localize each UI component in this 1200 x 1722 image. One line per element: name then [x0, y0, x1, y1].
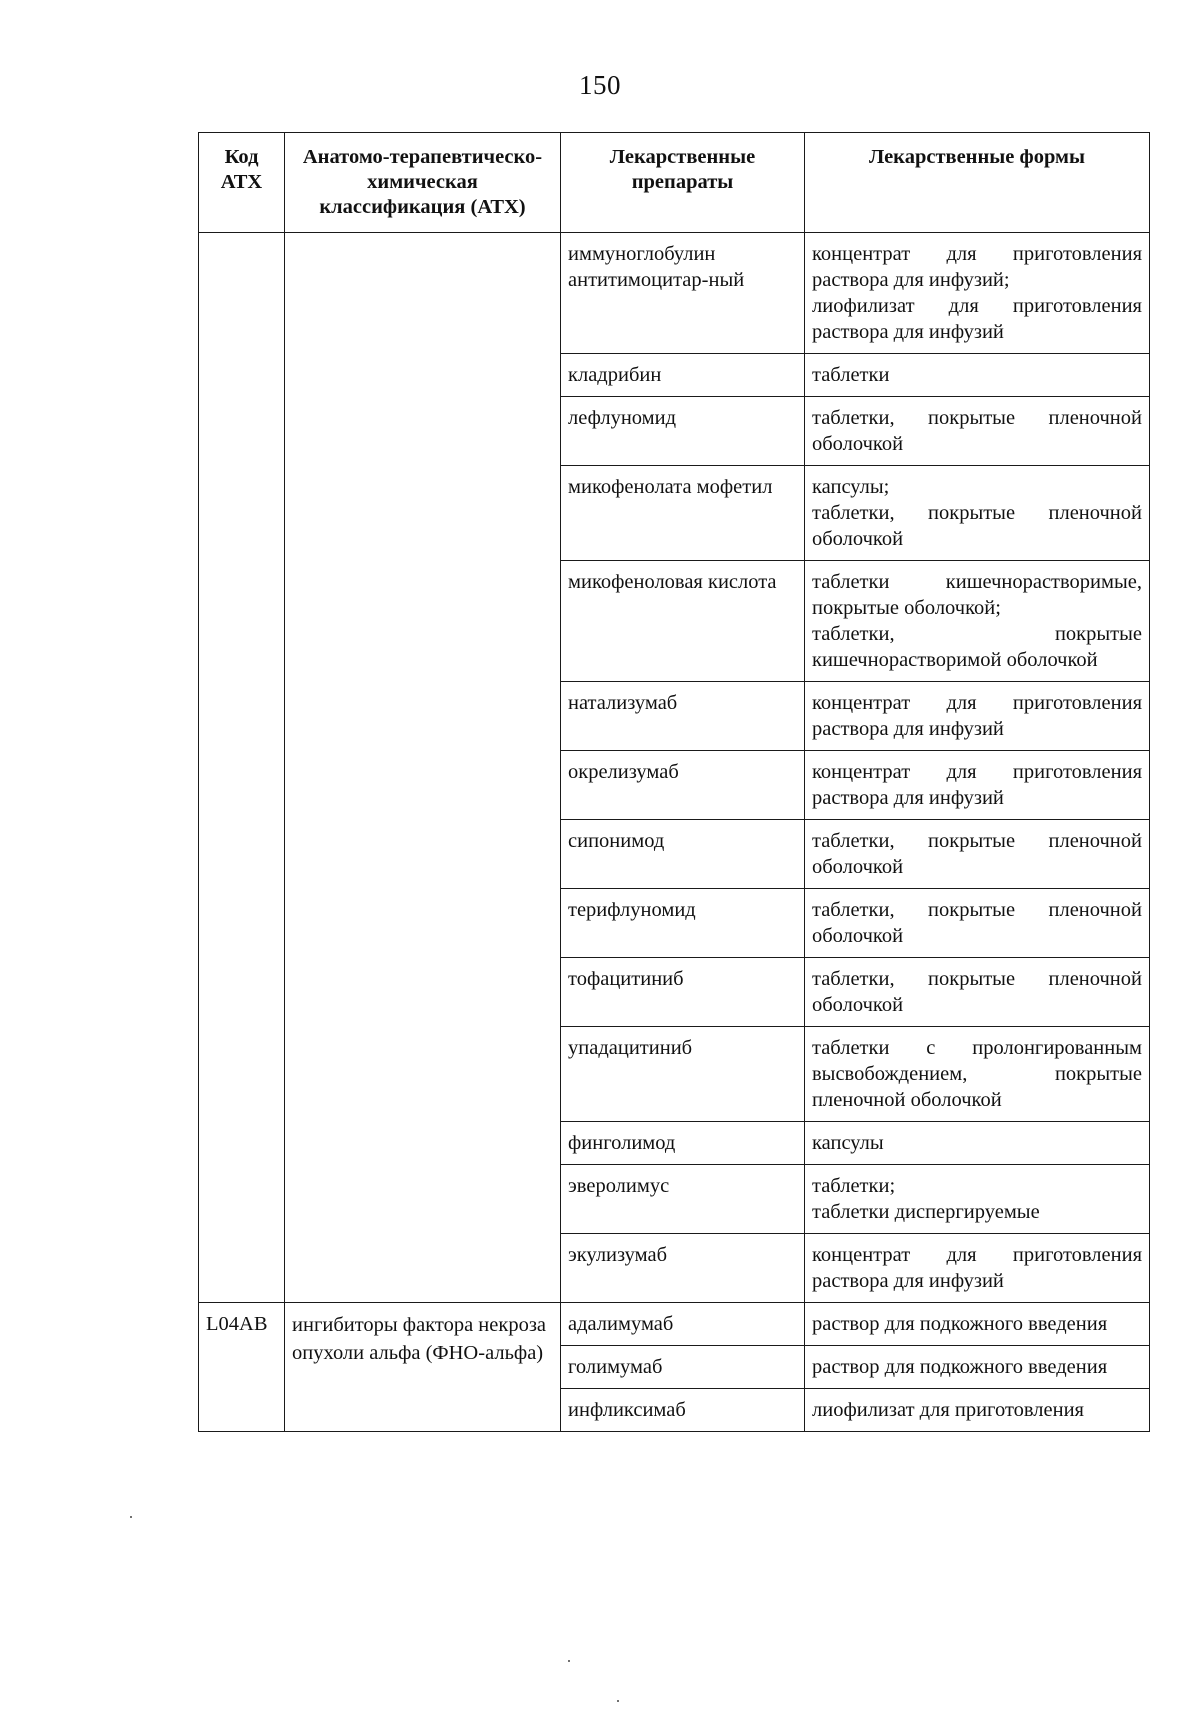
dosage-form-line: концентрат для приготовления раствора для инфузий — [812, 692, 1142, 740]
scan-speck — [568, 1660, 570, 1662]
dosage-form-line: таблетки — [812, 364, 890, 386]
dosage-form-line: концентрат для приготовления раствора для инфузий — [812, 761, 1142, 809]
drug-name-cell: адалимумаб — [561, 1303, 805, 1346]
dosage-forms-cell — [805, 1389, 1150, 1432]
drug-name-cell: экулизумаб — [561, 1234, 805, 1303]
table-row — [199, 233, 1150, 354]
drug-name-cell: упадацитиниб — [561, 1027, 805, 1122]
drug-name-cell: окрелизумаб — [561, 751, 805, 820]
dosage-forms-cell — [805, 233, 1150, 354]
dosage-form-line: лиофилизат для приготовления — [812, 1399, 1084, 1421]
drug-name-cell: голимумаб — [561, 1346, 805, 1389]
dosage-form-line: таблетки диспергируемые — [812, 1201, 1040, 1223]
dosage-form-line: таблетки, покрытые пленочной оболочкой — [812, 502, 1142, 550]
dosage-forms-cell — [805, 751, 1150, 820]
atx-code-cell: L04AB — [199, 1303, 285, 1432]
header-drugs: Лекарственные препараты — [561, 133, 805, 233]
dosage-form-line: капсулы — [812, 1132, 884, 1154]
dosage-forms-cell — [805, 1122, 1150, 1165]
dosage-forms-cell — [805, 820, 1150, 889]
page-number: 150 — [579, 70, 621, 100]
header-forms: Лекарственные формы — [805, 133, 1150, 233]
dosage-forms-cell — [805, 889, 1150, 958]
drug-name-cell: иммуноглобулин антитимоцитар-ный — [561, 233, 805, 354]
dosage-forms-cell — [805, 561, 1150, 682]
drug-name-cell: микофеноловая кислота — [561, 561, 805, 682]
dosage-form-line: таблетки, покрытые пленочной оболочкой — [812, 968, 1142, 1016]
drug-name-cell: натализумаб — [561, 682, 805, 751]
dosage-forms-cell — [805, 1346, 1150, 1389]
drug-name-cell: лефлуномид — [561, 397, 805, 466]
scan-speck — [617, 1700, 619, 1702]
table-body — [199, 233, 1150, 1432]
drug-name-cell: тофацитиниб — [561, 958, 805, 1027]
dosage-form-line: концентрат для приготовления раствора для инфузий; — [812, 243, 1142, 291]
table-row — [199, 1303, 1150, 1346]
dosage-form-line: таблетки, покрытые кишечнорастворимой оболочкой — [812, 623, 1142, 671]
dosage-forms-cell — [805, 958, 1150, 1027]
dosage-form-line: лиофилизат для приготовления раствора для инфузий — [812, 295, 1142, 343]
drug-name-cell: кладрибин — [561, 354, 805, 397]
dosage-form-line: раствор для подкожного введения — [812, 1313, 1108, 1335]
dosage-form-line: раствор для подкожного введения — [812, 1356, 1108, 1378]
dosage-form-line: капсулы; — [812, 476, 890, 498]
drug-name-cell: эверолимус — [561, 1165, 805, 1234]
drug-name-cell: финголимод — [561, 1122, 805, 1165]
dosage-form-line: таблетки, покрытые пленочной оболочкой — [812, 830, 1142, 878]
dosage-forms-cell — [805, 1303, 1150, 1346]
dosage-forms-cell — [805, 466, 1150, 561]
drug-name-cell: терифлуномид — [561, 889, 805, 958]
dosage-forms-cell — [805, 682, 1150, 751]
header-classification: Анатомо-терапевтическо-химическая классификация (АТХ) — [285, 133, 561, 233]
atx-classification-cell: ингибиторы фактора некроза опухоли альфа (ФНО-альфа) — [285, 1303, 561, 1432]
atx-code-cell — [199, 233, 285, 1303]
dosage-form-line: таблетки с пролонгированным высвобождением, покрытые пленочной оболочкой — [812, 1037, 1142, 1111]
drug-name-cell: инфликсимаб — [561, 1389, 805, 1432]
atx-drug-table — [198, 132, 1150, 1432]
dosage-form-line: таблетки, покрытые пленочной оболочкой — [812, 899, 1142, 947]
dosage-forms-cell — [805, 354, 1150, 397]
dosage-form-line: таблетки кишечнорастворимые, покрытые оболочкой; — [812, 571, 1142, 619]
dosage-forms-cell — [805, 397, 1150, 466]
atx-classification-cell — [285, 233, 561, 1303]
dosage-form-line: таблетки, покрытые пленочной оболочкой — [812, 407, 1142, 455]
scan-speck — [130, 1516, 132, 1518]
dosage-form-line: концентрат для приготовления раствора для инфузий — [812, 1244, 1142, 1292]
table-header-row — [199, 133, 1150, 233]
drug-name-cell: микофенолата мофетил — [561, 466, 805, 561]
drug-name-cell: сипонимод — [561, 820, 805, 889]
dosage-form-line: таблетки; — [812, 1175, 896, 1197]
header-code: Код АТХ — [199, 133, 285, 233]
dosage-forms-cell — [805, 1165, 1150, 1234]
dosage-forms-cell — [805, 1234, 1150, 1303]
dosage-forms-cell — [805, 1027, 1150, 1122]
